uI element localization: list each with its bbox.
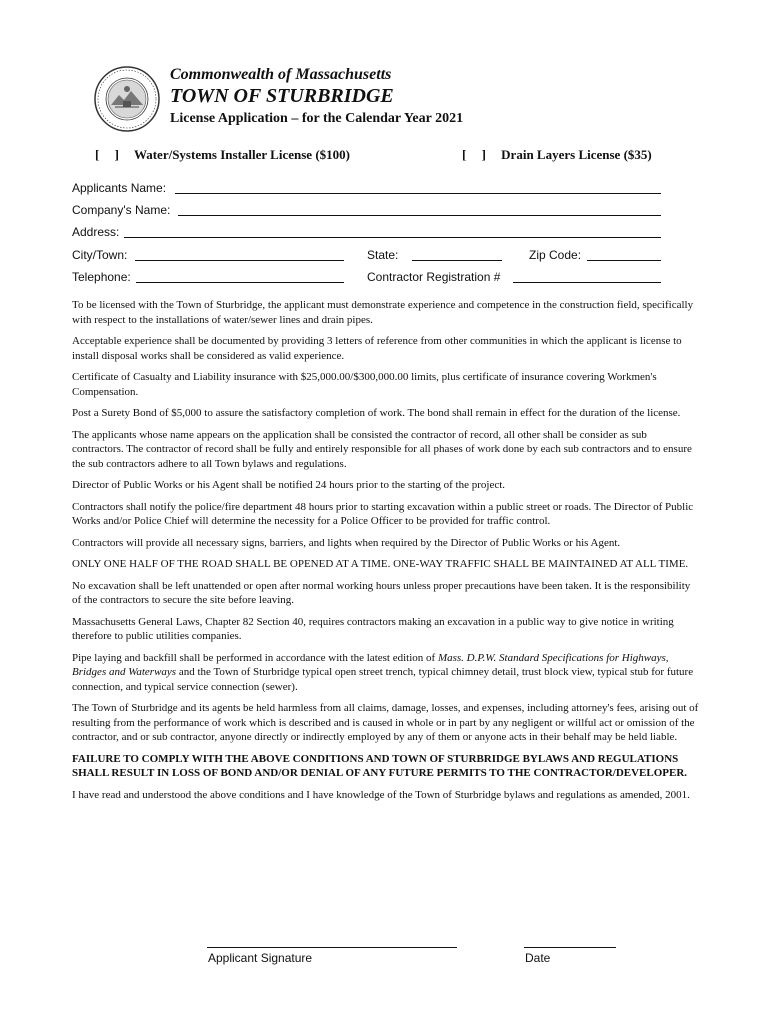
contractor-registration-label: Contractor Registration # bbox=[367, 270, 501, 284]
zip-field[interactable] bbox=[587, 260, 661, 261]
address-label: Address: bbox=[72, 225, 120, 239]
address-field[interactable] bbox=[124, 237, 661, 238]
applicant-signature-field[interactable] bbox=[207, 947, 457, 948]
water-systems-checkbox[interactable]: [ ] bbox=[95, 147, 119, 162]
city-field[interactable] bbox=[135, 260, 344, 261]
paragraph-experience: Acceptable experience shall be documented by providing 3 letters of reference from other communities in which the applicant is license to install disposal works shall be considered as valid experience. bbox=[72, 335, 682, 362]
company-name-label: Company's Name: bbox=[72, 203, 171, 217]
paragraph-failure-warning: FAILURE TO COMPLY WITH THE ABOVE CONDITIONS AND TOWN OF STURBRIDGE BYLAWS AND REGULATIONS SHALL RESULT IN LOSS OF BOND AND/OR DENIAL OF ANY FUTURE PERMITS TO THE CONTRACTOR/DEVELOPER. bbox=[72, 752, 688, 779]
paragraph-insurance: Certificate of Casualty and Liability insurance with $25,000.00/$300,000.00 limits, plus certificate of insurance covering Workmen's Compensation. bbox=[72, 371, 657, 398]
date-field[interactable] bbox=[524, 947, 616, 948]
paragraph-road-half: ONLY ONE HALF OF THE ROAD SHALL BE OPENED AT A TIME. ONE-WAY TRAFFIC SHALL BE MAINTAINED AT ALL TIME. bbox=[72, 558, 689, 570]
header-license-application: License Application – for the Calendar Year 2021 bbox=[170, 111, 464, 126]
company-name-field[interactable] bbox=[178, 215, 661, 216]
paragraph-licensing: To be licensed with the Town of Sturbridge, the applicant must demonstrate experience and competence in the construction field, specifically with respect to the installations of water/sewer lines and drain pipes. bbox=[72, 299, 694, 326]
paragraph-notify-dpw: Director of Public Works or his Agent shall be notified 24 hours prior to the starting of the project. bbox=[72, 479, 506, 491]
pipe-text-spec: Mass. D.P.W. Standard Specifications for Highways, Bridges and Waterways bbox=[72, 651, 669, 678]
date-label: Date bbox=[525, 951, 551, 965]
applicant-name-label: Applicants Name: bbox=[72, 181, 167, 195]
paragraph-mgl: Massachusetts General Laws, Chapter 82 Section 40, requires contractors making an excavation in a public way to give notice in writing therefore to public utilities companies. bbox=[72, 615, 674, 642]
paragraph-notify-police: Contractors shall notify the police/fire department 48 hours prior to starting excavation within a public street or roads. The Director of Public Works and/or Police Chief will determine the necessity for a Police Officer to be provided for traffic control. bbox=[72, 500, 694, 527]
telephone-field[interactable] bbox=[136, 282, 344, 283]
pipe-text-before: Pipe laying and backfill shall be performed in accordance with the latest edition of bbox=[72, 651, 438, 664]
paragraph-harmless: The Town of Sturbridge and its agents be held harmless from all claims, damage, losses, and expenses, including attorney's fees, arising out of resulting from the performance of work which is described and is caused in whole or in part by any negligent or willful act or omission of the contractor, and or sub contractor, anyone directly or indirectly employed by any of them or anyone acts in their behalf may be held liable. bbox=[72, 702, 699, 743]
pipe-text-after: and the Town of Sturbridge typical open street trench, typical chimney detail, trust block view, typical stub for future connection, and typical service connection (sewer). bbox=[72, 666, 694, 693]
state-field[interactable] bbox=[412, 260, 502, 261]
contractor-registration-field[interactable] bbox=[513, 282, 661, 283]
telephone-label: Telephone: bbox=[72, 270, 131, 284]
water-systems-license-option[interactable] bbox=[95, 147, 350, 163]
header-town: TOWN OF STURBRIDGE bbox=[170, 85, 394, 107]
drain-layers-checkbox[interactable]: [ ] bbox=[462, 147, 486, 162]
paragraph-contractor-record: The applicants whose name appears on the application shall be consisted the contractor of record, all other shall be consider as sub contractors. The contractor of record shall be fully and entirely responsible for all phases of work done by each sub contractors and to ensure the sub contractors adhere to all Town bylaws and regulations. bbox=[72, 428, 692, 470]
drain-layers-label: Drain Layers License ($35) bbox=[501, 147, 652, 162]
paragraph-signs: Contractors will provide all necessary signs, barriers, and lights when required by the Director of Public Works or his Agent. bbox=[72, 536, 621, 549]
applicant-signature-label: Applicant Signature bbox=[208, 951, 313, 965]
paragraph-pipe-laying bbox=[72, 651, 700, 695]
city-label: City/Town: bbox=[72, 248, 128, 262]
state-label: State: bbox=[367, 248, 399, 262]
drain-layers-license-option[interactable] bbox=[462, 147, 652, 163]
town-seal-icon bbox=[93, 65, 161, 133]
conditions-body bbox=[72, 298, 700, 809]
paragraph-surety-bond: Post a Surety Bond of $5,000 to assure the satisfactory completion of work. The bond shall remain in effect for the duration of the license. bbox=[72, 407, 681, 419]
applicant-name-field[interactable] bbox=[175, 193, 661, 194]
water-systems-label: Water/Systems Installer License ($100) bbox=[133, 147, 350, 162]
header-commonwealth: Commonwealth of Massachusetts bbox=[170, 66, 392, 83]
zip-label: Zip Code: bbox=[529, 248, 582, 262]
paragraph-acknowledgement: I have read and understood the above conditions and I have knowledge of the Town of Sturbridge bylaws and regulations as amended, 2001. bbox=[72, 788, 690, 801]
paragraph-excavation: No excavation shall be left unattended or open after normal working hours unless proper precautions have been taken. It is the responsibility of the contractors to secure the site before leaving. bbox=[72, 579, 691, 606]
